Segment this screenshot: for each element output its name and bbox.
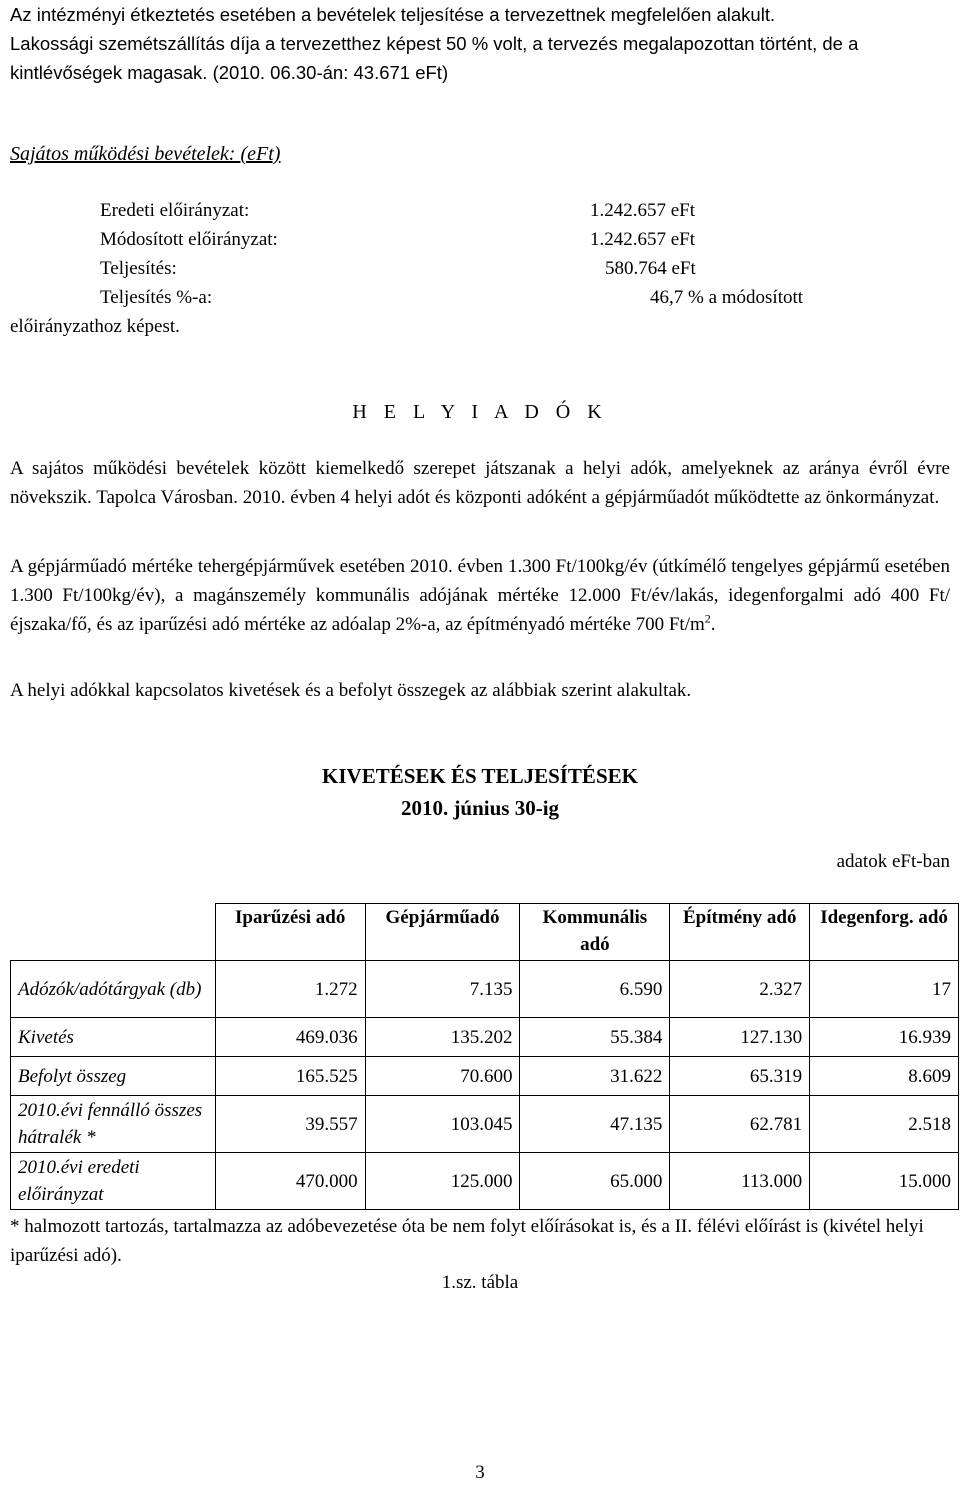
budget-tail: előirányzathoz képest. [10, 316, 180, 337]
table-header-row [11, 904, 959, 961]
table-cell: 65.000 [520, 1153, 670, 1210]
budget-summary [10, 196, 950, 337]
budget-label: Teljesítés %-a: [100, 287, 213, 308]
table-cell: 7.135 [365, 961, 520, 1018]
budget-row-modified [10, 225, 950, 254]
table-cell: 8.609 [810, 1057, 959, 1096]
table-cell: 113.000 [670, 1153, 810, 1210]
table-cell: 39.557 [215, 1096, 365, 1153]
table-cell: 47.135 [520, 1096, 670, 1153]
budget-row-original [10, 196, 950, 225]
page-number: 3 [475, 1462, 485, 1483]
table-row [11, 1057, 959, 1096]
table-cell: 15.000 [810, 1153, 959, 1210]
row-label: Kivetés [11, 1018, 216, 1057]
table-cell: 135.202 [365, 1018, 520, 1057]
row-label: Adózók/adótárgyak (db) [11, 961, 216, 1018]
local-taxes-paragraph-3: A helyi adókkal kapcsolatos kivetések és a befolyt összegek az alábbiak szerint alakultak. [10, 680, 692, 701]
table-row [11, 1153, 959, 1210]
budget-label: Eredeti előirányzat: [100, 200, 250, 221]
table-cell: 470.000 [215, 1153, 365, 1210]
table-row [11, 1096, 959, 1153]
table-cell: 17 [810, 961, 959, 1018]
table-cell: 125.000 [365, 1153, 520, 1210]
budget-value: 1.242.657 eFt [590, 229, 696, 250]
table-cell: 62.781 [670, 1096, 810, 1153]
local-taxes-paragraph-2 [10, 552, 950, 639]
paragraph-2-end: . [710, 614, 716, 635]
table-cell: 469.036 [215, 1018, 365, 1057]
table-row [11, 1018, 959, 1057]
table-cell: 31.622 [520, 1057, 670, 1096]
table-cell: 55.384 [520, 1018, 670, 1057]
table-cell: 65.319 [670, 1057, 810, 1096]
budget-label: Módosított előirányzat: [100, 229, 278, 250]
table-cell: 103.045 [365, 1096, 520, 1153]
budget-row-completion [10, 254, 950, 283]
local-taxes-paragraph-1: A sajátos működési bevételek között kiemelkedő szerepet játszanak a helyi adók, amelyeknek az aránya évről évre növekszik. Tapolca Városban. 2010. évben 4 helyi adót és központi adóként a gépjárműadót működtette az önkormányzat. [10, 458, 950, 508]
intro-line-2: Lakossági szemétszállítás díja a tervezetthez képest 50 % volt, a tervezés megalapozottan történt, de a kintlévőségek magasak. (2010. 06.30-án: 43.671 eFt) [10, 33, 859, 83]
tax-table [10, 903, 959, 1210]
table-cell: 70.600 [365, 1057, 520, 1096]
budget-value: 1.242.657 eFt [590, 200, 696, 221]
table-header-cell: Gépjárműadó [365, 904, 520, 961]
table-units: adatok eFt-ban [836, 851, 950, 872]
paragraph-2-text: A gépjárműadó mértéke tehergépjárművek esetében 2010. évben 1.300 Ft/100kg/év (útkímélő tengelyes gépjármű esetében 1.300 Ft/100kg/év), a magánszemély kommunális adójának mértéke 12.000 Ft/év/lakás, idegenforgalmi adó 400 Ft/éjszaka/fő, és az iparűzési adó mértéke az adóalap 2%-a, az építményadó mértéke 700 Ft/m [10, 556, 950, 635]
section-title-unit: (eFt) [240, 143, 281, 165]
section-title-text: Sajátos működési bevételek: [10, 143, 236, 165]
table-cell: 127.130 [670, 1018, 810, 1057]
table-cell: 1.272 [215, 961, 365, 1018]
row-label: Befolyt összeg [11, 1057, 216, 1096]
table-header-empty [11, 904, 216, 961]
table-title-line-2: 2010. június 30-ig [400, 796, 560, 820]
table-caption: 1.sz. tábla [441, 1272, 519, 1293]
row-label: 2010.évi eredeti előirányzat [11, 1153, 216, 1210]
table-cell: 6.590 [520, 961, 670, 1018]
table-header-cell: Iparűzési adó [215, 904, 365, 961]
intro-paragraph [10, 0, 950, 87]
table-title-line-1: KIVETÉSEK ÉS TELJESÍTÉSEK [322, 764, 638, 788]
table-row [11, 961, 959, 1018]
row-label: 2010.évi fennálló összes hátralék * [11, 1096, 216, 1153]
table-header-cell: Építmény adó [670, 904, 810, 961]
budget-row-percent [10, 283, 950, 312]
table-cell: 2.327 [670, 961, 810, 1018]
table-header-cell: Idegenforg. adó [810, 904, 959, 961]
table-cell: 165.525 [215, 1057, 365, 1096]
budget-value: 580.764 eFt [605, 258, 696, 279]
table-header-cell: Kommunális adó [520, 904, 670, 961]
table-cell: 16.939 [810, 1018, 959, 1057]
budget-label: Teljesítés: [100, 258, 177, 279]
section-title [10, 140, 280, 169]
superscript: 2 [704, 611, 711, 626]
table-cell: 2.518 [810, 1096, 959, 1153]
table-footnote: * halmozott tartozás, tartalmazza az adóbevezetése óta be nem folyt előírásokat is, és a II. félévi előírást is (kivétel helyi iparűzési adó). [10, 1216, 924, 1266]
local-taxes-heading: H E L Y I A D Ó K [352, 401, 608, 423]
budget-value: 46,7 % a módosított [650, 287, 804, 308]
intro-line-1: Az intézményi étkeztetés esetében a bevételek teljesítése a tervezettnek megfelelően alakult. [10, 4, 776, 25]
